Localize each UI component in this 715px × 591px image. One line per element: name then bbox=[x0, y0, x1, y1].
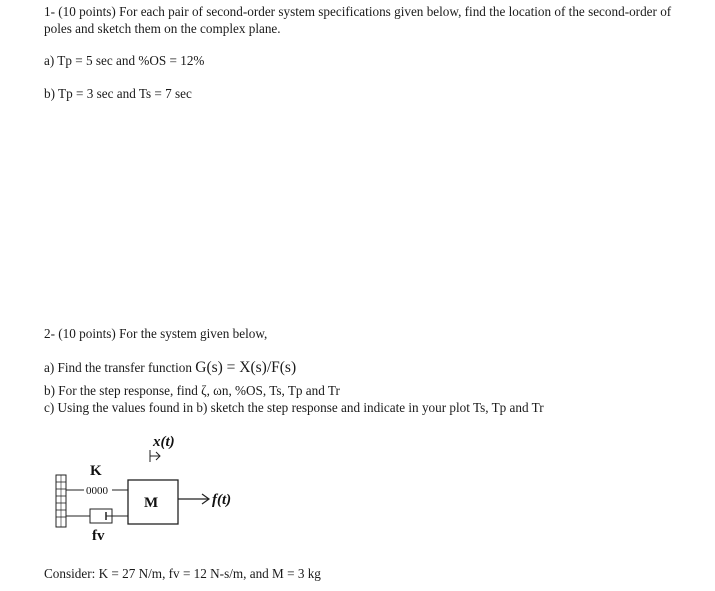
force-arrow bbox=[178, 494, 209, 504]
wall-ground bbox=[56, 475, 66, 527]
mass-spring-damper-diagram bbox=[50, 430, 310, 550]
question2-part-b: b) For the step response, find ζ, ωn, %OS, Ts, Tp and Tr bbox=[44, 383, 340, 398]
damper-label: fv bbox=[92, 528, 105, 544]
question1-part-b: b) Tp = 3 sec and Ts = 7 sec bbox=[44, 86, 192, 101]
spring bbox=[66, 485, 128, 497]
question2-part-a bbox=[44, 360, 296, 376]
question2-part-a-prefix: a) Find the transfer function bbox=[44, 360, 192, 375]
question1-line1: 1- (10 points) For each pair of second-order system specifications given below, find the location of the second-order of bbox=[44, 4, 672, 19]
spring-coil: 0000 bbox=[86, 485, 108, 497]
question2-part-c: c) Using the values found in b) sketch the step response and indicate in your plot Ts, Tp and Tr bbox=[44, 400, 544, 415]
force-label: f(t) bbox=[212, 492, 232, 508]
question1-part-a: a) Tp = 5 sec and %OS = 12% bbox=[44, 53, 205, 68]
consider-values: Consider: K = 27 N/m, fv = 12 N-s/m, and M = 3 kg bbox=[44, 566, 321, 581]
displacement-arrow bbox=[150, 450, 160, 462]
damper bbox=[66, 509, 128, 523]
transfer-function-formula: G(s) = X(s)/F(s) bbox=[195, 359, 297, 376]
question2-header: 2- (10 points) For the system given below, bbox=[44, 326, 268, 341]
mass-label: M bbox=[144, 495, 159, 511]
displacement-label: x(t) bbox=[153, 434, 175, 450]
spring-label: K bbox=[90, 463, 102, 479]
question1-line2: poles and sketch them on the complex plane. bbox=[44, 21, 281, 36]
